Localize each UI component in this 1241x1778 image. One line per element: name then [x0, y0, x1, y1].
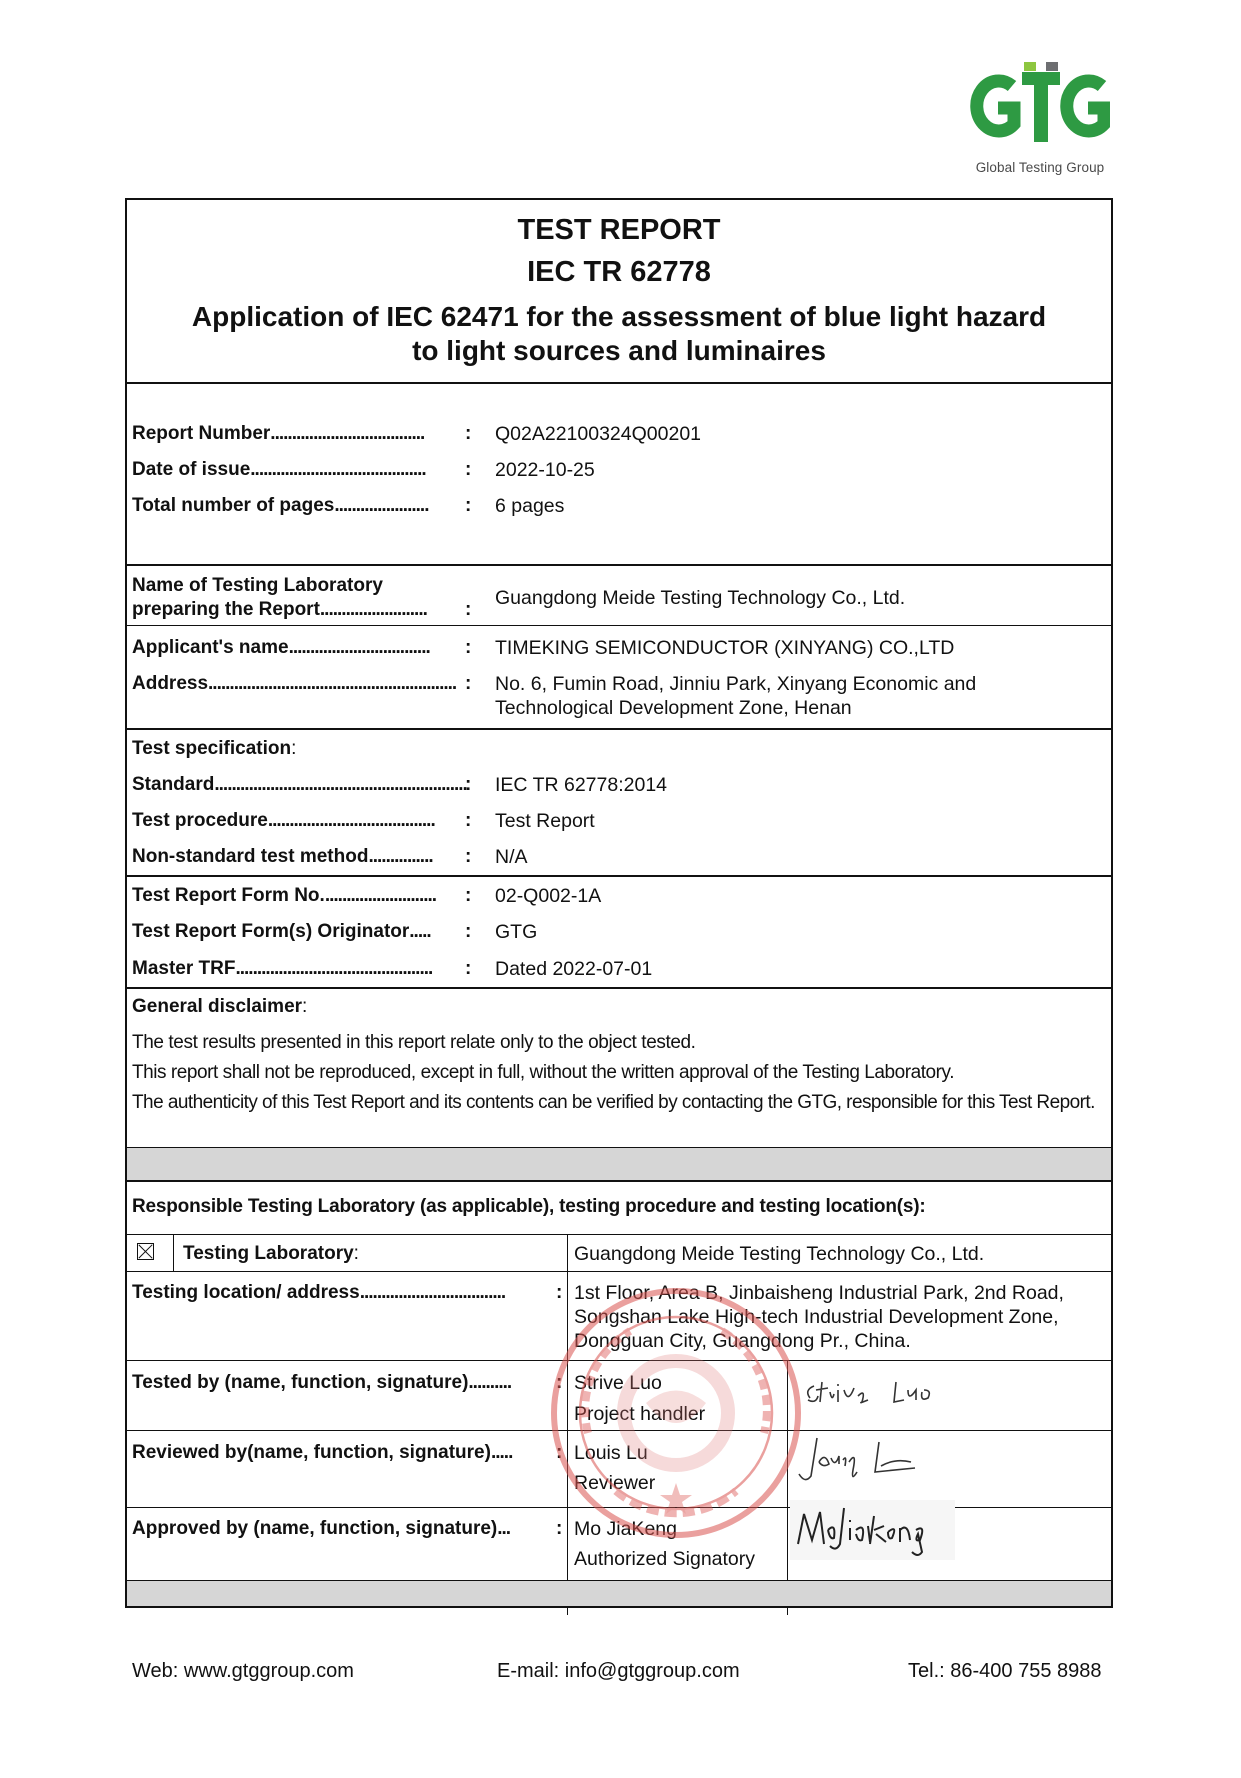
responsible-lab-heading: Responsible Testing Laboratory (as applicable), testing procedure and testing location(s):	[132, 1196, 926, 1217]
report-standard: IEC TR 62778	[527, 256, 711, 288]
trf-number-label: Test Report Form No...........................	[132, 885, 437, 906]
tested-by-signature	[800, 1368, 950, 1414]
report-number-label: Report Number....................................	[132, 423, 425, 444]
address-label: Address..........................................................	[132, 673, 457, 694]
divider	[127, 1234, 1111, 1235]
testing-laboratory-label: Testing Laboratory:	[183, 1243, 359, 1264]
trf-originator-label: Test Report Form(s) Originator.....	[132, 921, 431, 942]
colon: :	[465, 921, 472, 942]
address-line2: Technological Development Zone, Henan	[495, 697, 852, 719]
lab-name-value: Guangdong Meide Testing Technology Co., Ltd.	[495, 587, 906, 609]
colon: :	[465, 423, 472, 444]
standard-label: Standard...........................................................	[132, 774, 467, 795]
gtg-logo	[960, 62, 1120, 182]
non-standard-method-label: Non-standard test method...............	[132, 846, 433, 867]
master-trf-label: Master TRF..............................................	[132, 958, 433, 979]
divider	[127, 625, 1111, 626]
footer-email: E-mail: info@gtggroup.com	[497, 1660, 740, 1682]
reviewed-by-function: Reviewer	[574, 1472, 656, 1494]
reviewed-by-label: Reviewed by(name, function, signature).....	[132, 1442, 513, 1463]
divider	[127, 728, 1111, 730]
colon: :	[465, 774, 472, 795]
colon: :	[556, 1518, 563, 1539]
divider	[127, 875, 1111, 877]
trf-number-value: 02-Q002-1A	[495, 885, 602, 907]
divider	[127, 1271, 1111, 1272]
testing-laboratory-value: Guangdong Meide Testing Technology Co., Ltd.	[574, 1243, 985, 1265]
tested-by-function: Project handler	[574, 1403, 706, 1425]
colon: :	[465, 810, 472, 831]
colon: :	[465, 599, 472, 620]
testing-location-line2: Songshan Lake High-tech Industrial Development Zone,	[574, 1306, 1059, 1328]
divider	[127, 564, 1111, 566]
colon: :	[465, 846, 472, 867]
disclaimer-heading: General disclaimer:	[132, 996, 308, 1017]
divider	[127, 1180, 1111, 1182]
logo-subtitle: Global Testing Group	[975, 160, 1105, 175]
lab-name-label-line1: Name of Testing Laboratory	[132, 575, 383, 596]
test-specification-heading: Test specification:	[132, 738, 297, 759]
testing-location-label: Testing location/ address..................................	[132, 1282, 506, 1303]
divider	[173, 1235, 174, 1271]
testing-location-line3: Dongguan City, Guangdong Pr., China.	[574, 1330, 911, 1352]
colon: :	[556, 1282, 563, 1303]
reviewed-by-signature	[795, 1432, 925, 1490]
colon: :	[465, 637, 472, 658]
divider	[127, 987, 1111, 989]
colon: :	[465, 885, 472, 906]
colon: :	[465, 459, 472, 480]
disclaimer-line1: The test results presented in this report relate only to the object tested.	[132, 1032, 696, 1053]
gtg-logo-mark	[970, 62, 1110, 157]
master-trf-value: Dated 2022-07-01	[495, 958, 653, 980]
reviewed-by-name: Louis Lu	[574, 1442, 648, 1464]
standard-value: IEC TR 62778:2014	[495, 774, 668, 796]
date-of-issue-label: Date of issue.........................................	[132, 459, 426, 480]
total-pages-label: Total number of pages......................	[132, 495, 429, 516]
approved-by-signature	[790, 1500, 955, 1560]
grey-band	[127, 1148, 1111, 1180]
applicant-name-label: Applicant's name.................................	[132, 637, 430, 658]
non-standard-method-value: N/A	[495, 846, 528, 868]
total-pages-value: 6 pages	[495, 495, 565, 517]
tested-by-label: Tested by (name, function, signature)..........	[132, 1372, 512, 1393]
test-procedure-label: Test procedure.......................................	[132, 810, 435, 831]
approved-by-function: Authorized Signatory	[574, 1548, 756, 1570]
colon: :	[465, 673, 472, 694]
colon: :	[465, 495, 472, 516]
footer-web: Web: www.gtggroup.com	[132, 1660, 354, 1682]
colon: :	[556, 1442, 563, 1463]
company-seal-stamp	[546, 1283, 806, 1543]
colon: :	[556, 1372, 563, 1393]
report-title: TEST REPORT	[517, 214, 721, 246]
address-line1: No. 6, Fumin Road, Jinniu Park, Xinyang Economic and	[495, 673, 977, 695]
footer-tel: Tel.: 86-400 755 8988	[908, 1660, 1102, 1682]
trf-originator-value: GTG	[495, 921, 538, 943]
testing-laboratory-checkbox[interactable]	[137, 1243, 154, 1260]
approved-by-label: Approved by (name, function, signature)...	[132, 1518, 511, 1539]
colon: :	[465, 958, 472, 979]
report-title-block	[127, 200, 1111, 384]
approved-by-name: Mo JiaKeng	[574, 1518, 677, 1540]
disclaimer-line3: The authenticity of this Test Report and its contents can be verified by contacting the GTG, responsible for this Test Report.	[132, 1092, 1095, 1113]
date-of-issue-value: 2022-10-25	[495, 459, 595, 481]
tested-by-name: Strive Luo	[574, 1372, 662, 1394]
testing-location-line1: 1st Floor, Area B, Jinbaisheng Industrial Park, 2nd Road,	[574, 1282, 1064, 1304]
grey-band	[127, 1581, 1111, 1606]
report-subject: Application of IEC 62471 for the assessment of blue light hazard to light sources and luminaires	[191, 301, 1047, 366]
report-number-value: Q02A22100324Q00201	[495, 423, 702, 445]
test-procedure-value: Test Report	[495, 810, 595, 832]
lab-name-label-line2: preparing the Report.........................	[132, 599, 427, 620]
applicant-name-value: TIMEKING SEMICONDUCTOR (XINYANG) CO.,LTD	[495, 637, 955, 659]
disclaimer-line2: This report shall not be reproduced, except in full, without the written approval of the Testing Laboratory.	[132, 1062, 955, 1083]
